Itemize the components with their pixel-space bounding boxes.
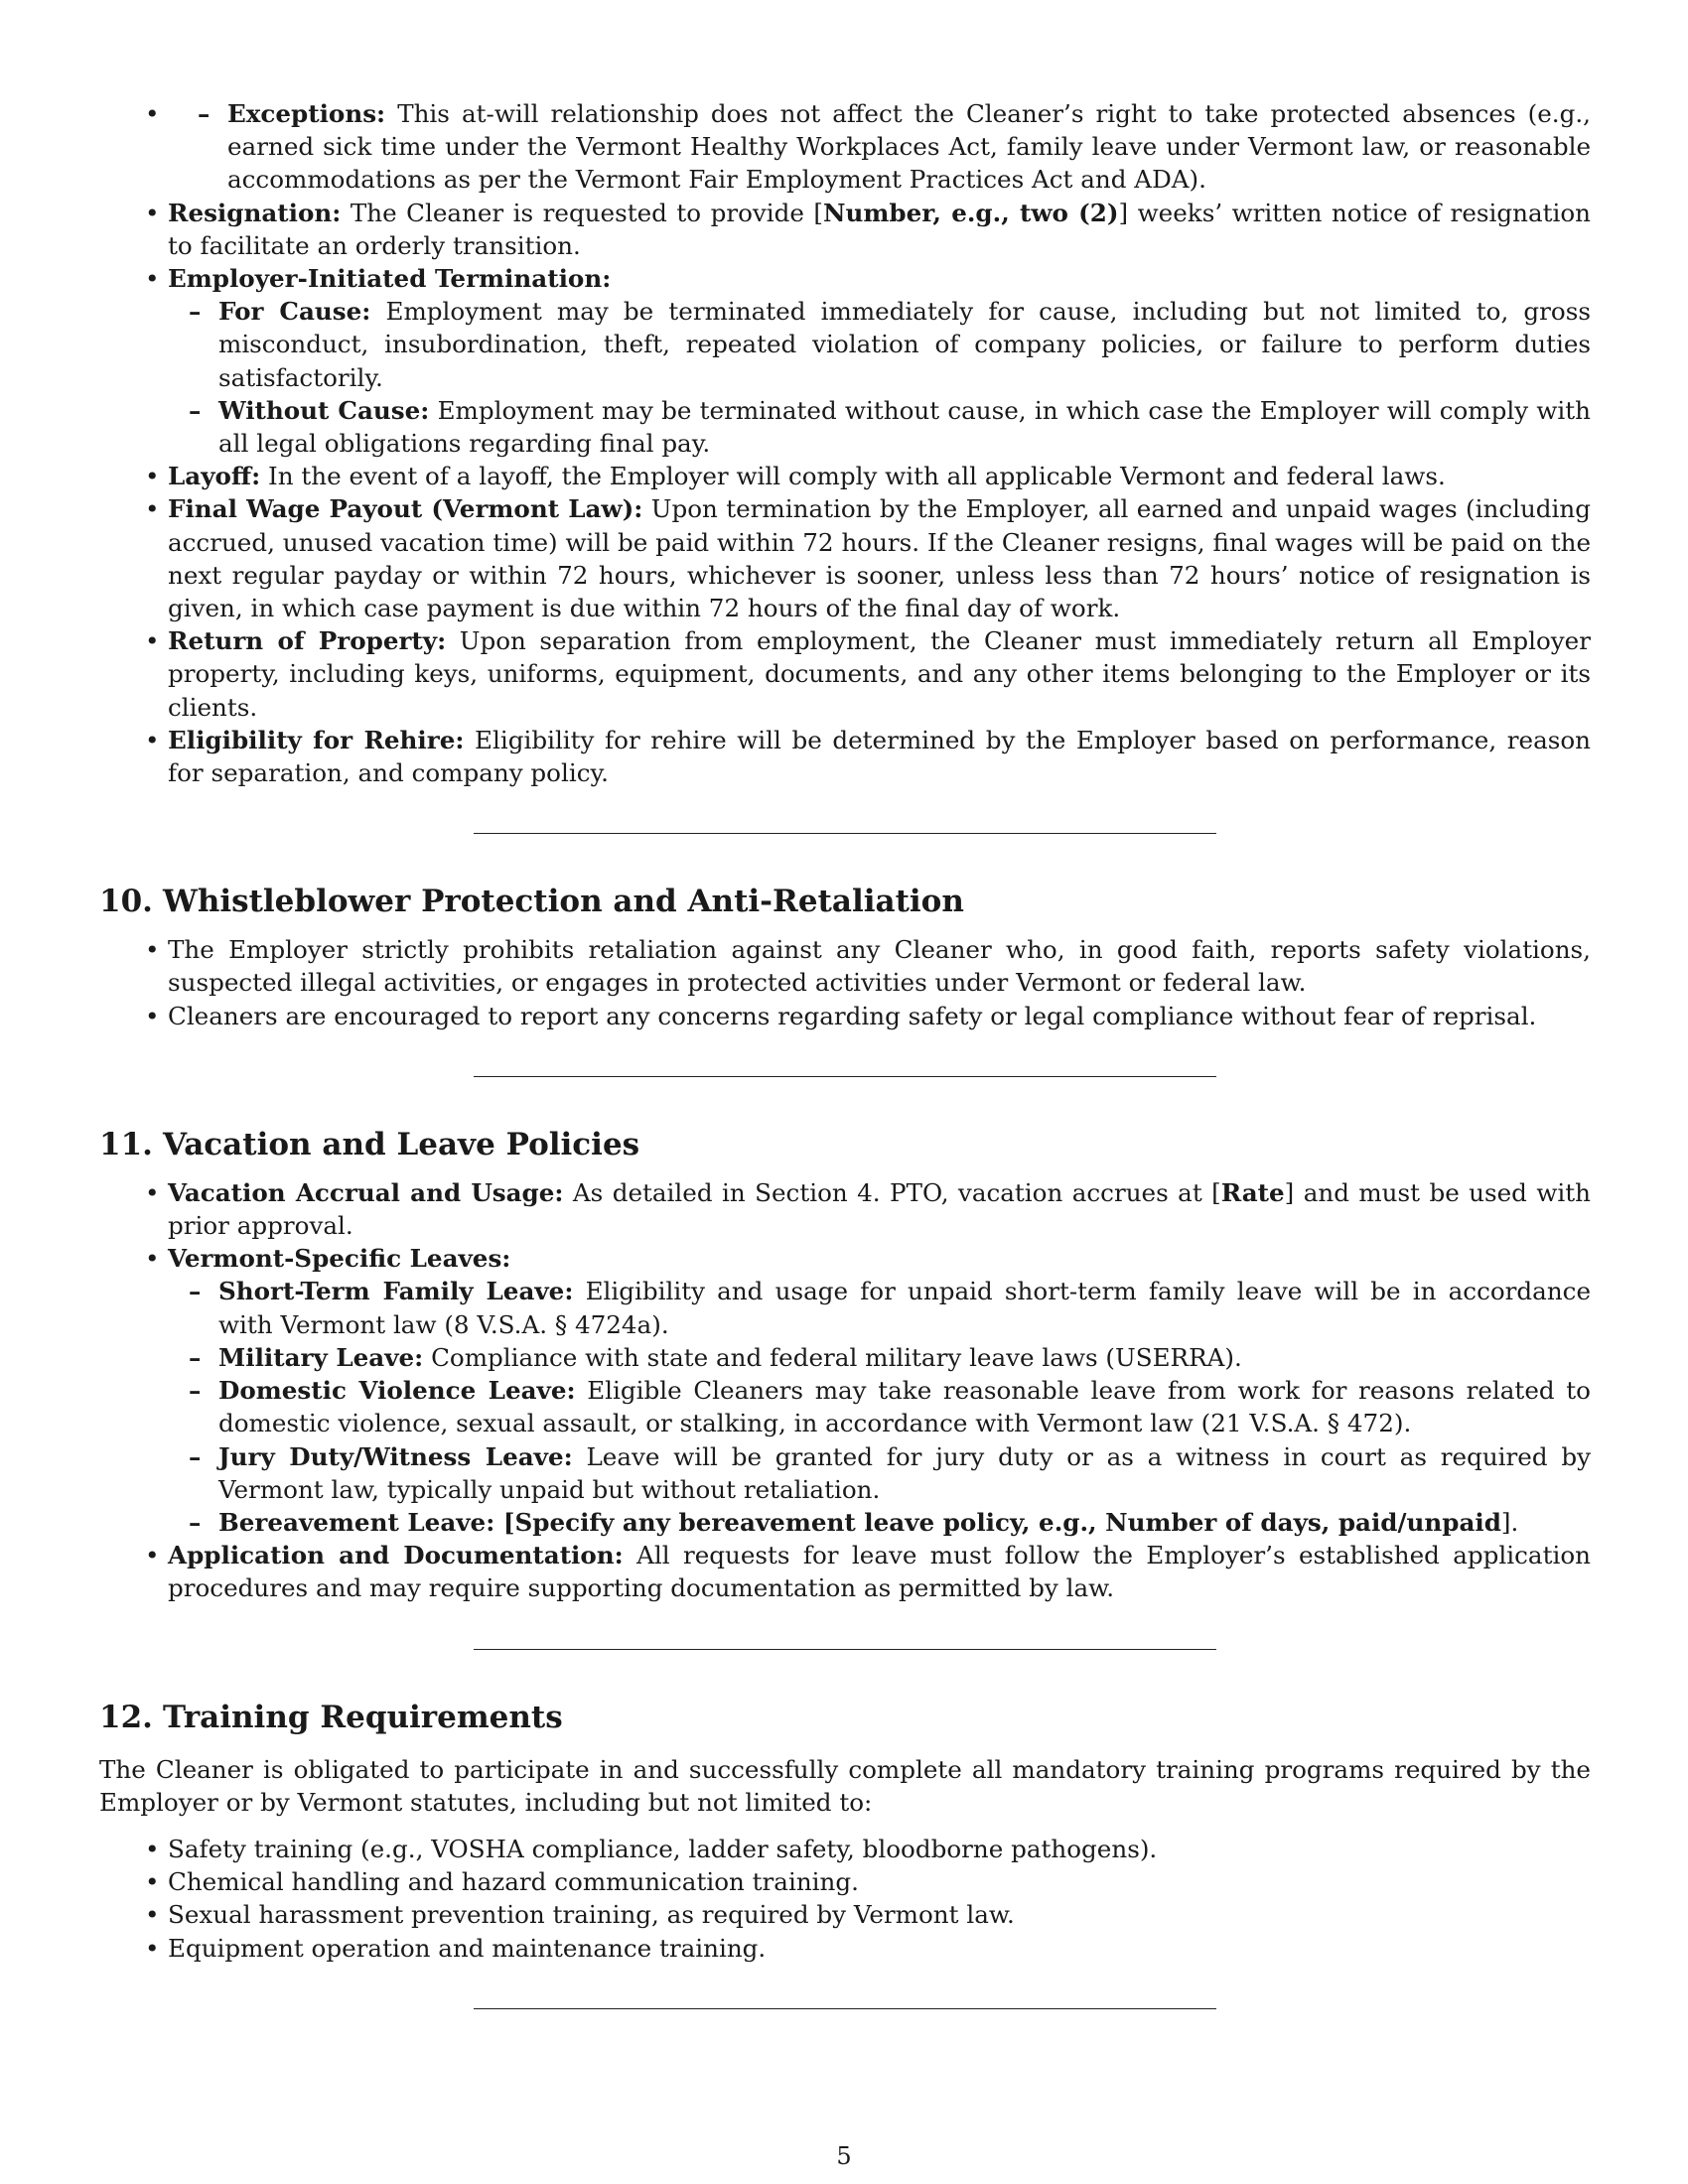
domestic-violence-leave-item: [159, 1374, 1591, 1439]
rehire-label: Eligibility for Rehire:: [168, 725, 465, 754]
list-item: • Equipment operation and maintenance training.: [99, 1932, 1591, 1965]
jury-duty-leave-text: Leave will be granted for jury duty or as a witness in court as required by Vermont law, typically unpaid but without retaliation.: [218, 1441, 1592, 1504]
termination-list: [99, 97, 1591, 789]
list-item: • Sexual harassment prevention training, as required by Vermont law.: [99, 1898, 1591, 1931]
section-divider: [474, 833, 1216, 834]
military-leave-label: Military Leave:: [218, 1342, 424, 1372]
page-number: 5: [836, 2142, 852, 2170]
rehire-item: [99, 724, 1591, 789]
final-wage-item: [99, 492, 1591, 624]
return-property-label: Return of Property:: [168, 626, 447, 656]
return-property-text: Upon separation from employment, the Cleaner must immediately return all Employer property, including keys, uniforms, equipment, documents, and any other items belonging to the Employer or its clients.: [168, 626, 1591, 722]
domestic-violence-leave-text: Eligible Cleaners may take reasonable leave from work for reasons related to domestic violence, sexual assault, or stalking, in accordance with Vermont law (21 V.S.A. § 472).: [218, 1376, 1591, 1438]
section-11: [99, 1125, 1591, 1605]
application-item: [99, 1539, 1591, 1604]
resignation-text-before: The Cleaner is requested to provide [: [341, 198, 824, 227]
vacation-label: Vacation Accrual and Usage:: [168, 1177, 564, 1207]
domestic-violence-leave-label: Domestic Violence Leave:: [218, 1376, 576, 1406]
rehire-text: Eligibility for rehire will be determined by the Employer based on performance, reason for separation, and company policy.: [168, 725, 1591, 788]
section-title: Whistleblower Protection and Anti-Retaliation: [163, 884, 964, 920]
layoff-label: Layoff:: [168, 462, 261, 491]
bereavement-text-after: ].: [1500, 1507, 1519, 1537]
short-term-leave-text: Eligibility and usage for unpaid short-term family leave will be in accordance with Vermont law (8 V.S.A. § 4724a).: [218, 1277, 1591, 1339]
resignation-text-after: ] weeks’ written notice of resignation to facilitate an orderly transition.: [168, 198, 1591, 260]
vermont-leaves-item: [99, 1242, 1591, 1539]
employer-termination-label: Employer-Initiated Termination:: [168, 264, 612, 294]
section-title: Training Requirements: [163, 1699, 563, 1735]
section-12-list: [99, 1833, 1591, 1965]
for-cause-text: Employment may be terminated immediately for cause, including but not limited to, gross misconduct, insubordination, theft, repeated violation of company policies, or failure to perform duties satisfactorily.: [218, 297, 1591, 392]
vacation-text-after: ] and must be used with prior approval.: [168, 1177, 1591, 1241]
vermont-leaves-label: Vermont-Specific Leaves:: [168, 1244, 511, 1274]
employer-termination-item: [99, 262, 1591, 460]
section-12-intro: The Cleaner is obligated to participate in and successfully complete all mandatory training programs required by the Employer or by Vermont statutes, including but not limited to:: [99, 1754, 1591, 1817]
military-leave-text: Compliance with state and federal military leave laws (USERRA).: [423, 1342, 1242, 1372]
section-11-list: [99, 1176, 1591, 1605]
section-10-list: [99, 933, 1591, 1032]
section-number: 12.: [99, 1699, 153, 1735]
list-item: • Cleaners are encouraged to report any concerns regarding safety or legal compliance without fear of reprisal.: [99, 1000, 1591, 1032]
exceptions-label: Exceptions:: [227, 99, 386, 128]
military-leave-item: [159, 1341, 1591, 1374]
short-term-leave-label: Short-Term Family Leave:: [218, 1277, 574, 1306]
return-property-item: [99, 624, 1591, 724]
jury-duty-leave-label: Jury Duty/Witness Leave:: [218, 1441, 573, 1471]
section-divider: [474, 2008, 1216, 2009]
exceptions-item: [168, 97, 1591, 197]
layoff-text: In the event of a layoff, the Employer will comply with all applicable Vermont and federal laws.: [260, 462, 1446, 491]
application-text: All requests for leave must follow the Employer’s established application procedures and may require supporting documentation as permitted by law.: [168, 1541, 1591, 1603]
layoff-item: [99, 460, 1591, 492]
list-item: • Chemical handling and hazard communication training.: [99, 1865, 1591, 1898]
vacation-text-before: As detailed in Section 4. PTO, vacation accrues at [: [563, 1177, 1221, 1207]
for-cause-item: [159, 295, 1591, 394]
final-wage-label: Final Wage Payout (Vermont Law):: [168, 494, 643, 524]
bereavement-placeholder: Specify any bereavement leave policy, e.g., Number of days, paid/unpaid: [514, 1507, 1501, 1537]
resignation-item: [99, 197, 1591, 262]
exceptions-text: This at-will relationship does not affect the Cleaner’s right to take protected absences (e.g., earned sick time under the Vermont Healthy Workplaces Act, family leave under Vermont law, or reasonable accommodations as per the Vermont Fair Employment Practices Act and ADA).: [227, 99, 1591, 195]
application-label: Application and Documentation:: [168, 1541, 624, 1570]
section-divider: [474, 1076, 1216, 1077]
list-item: • Safety training (e.g., VOSHA compliance, ladder safety, bloodborne pathogens).: [99, 1833, 1591, 1865]
bereavement-text-before: [: [494, 1507, 515, 1537]
final-wage-text: Upon termination by the Employer, all earned and unpaid wages (including accrued, unused vacation time) will be paid within 72 hours. If the Cleaner resigns, final wages will be paid on the next regular payday or within 72 hours, whichever is sooner, unless less than 72 hours’ notice of resignation is given, in which case payment is due within 72 hours of the final day of work.: [168, 494, 1591, 623]
bereavement-leave-label: Bereavement Leave:: [218, 1507, 495, 1537]
resignation-placeholder: Number, e.g., two (2): [823, 198, 1119, 227]
bereavement-leave-item: [159, 1506, 1591, 1539]
section-10: [99, 882, 1591, 1032]
jury-duty-leave-item: [159, 1440, 1591, 1506]
section-title: Vacation and Leave Policies: [163, 1126, 640, 1162]
for-cause-label: For Cause:: [218, 297, 371, 327]
section-number: 11.: [99, 1126, 153, 1162]
section-12-heading: [99, 1698, 1591, 1737]
section-12: [99, 1698, 1591, 1965]
vacation-placeholder: Rate: [1220, 1177, 1285, 1207]
without-cause-label: Without Cause:: [218, 395, 430, 425]
vacation-item: [99, 1176, 1591, 1242]
document-page: [99, 97, 1591, 2009]
section-10-heading: [99, 882, 1591, 921]
list-item: [99, 97, 1591, 197]
list-item: • The Employer strictly prohibits retaliation against any Cleaner who, in good faith, reports safety violations, suspected illegal activities, or engages in protected activities under Vermont or federal law.: [99, 933, 1591, 999]
section-11-heading: [99, 1125, 1591, 1164]
without-cause-item: [159, 394, 1591, 460]
without-cause-text: Employment may be terminated without cause, in which case the Employer will comply with all legal obligations regarding final pay.: [218, 395, 1591, 459]
resignation-label: Resignation:: [168, 198, 342, 227]
section-divider: [474, 1649, 1216, 1650]
short-term-leave-item: [159, 1275, 1591, 1340]
section-number: 10.: [99, 884, 153, 920]
